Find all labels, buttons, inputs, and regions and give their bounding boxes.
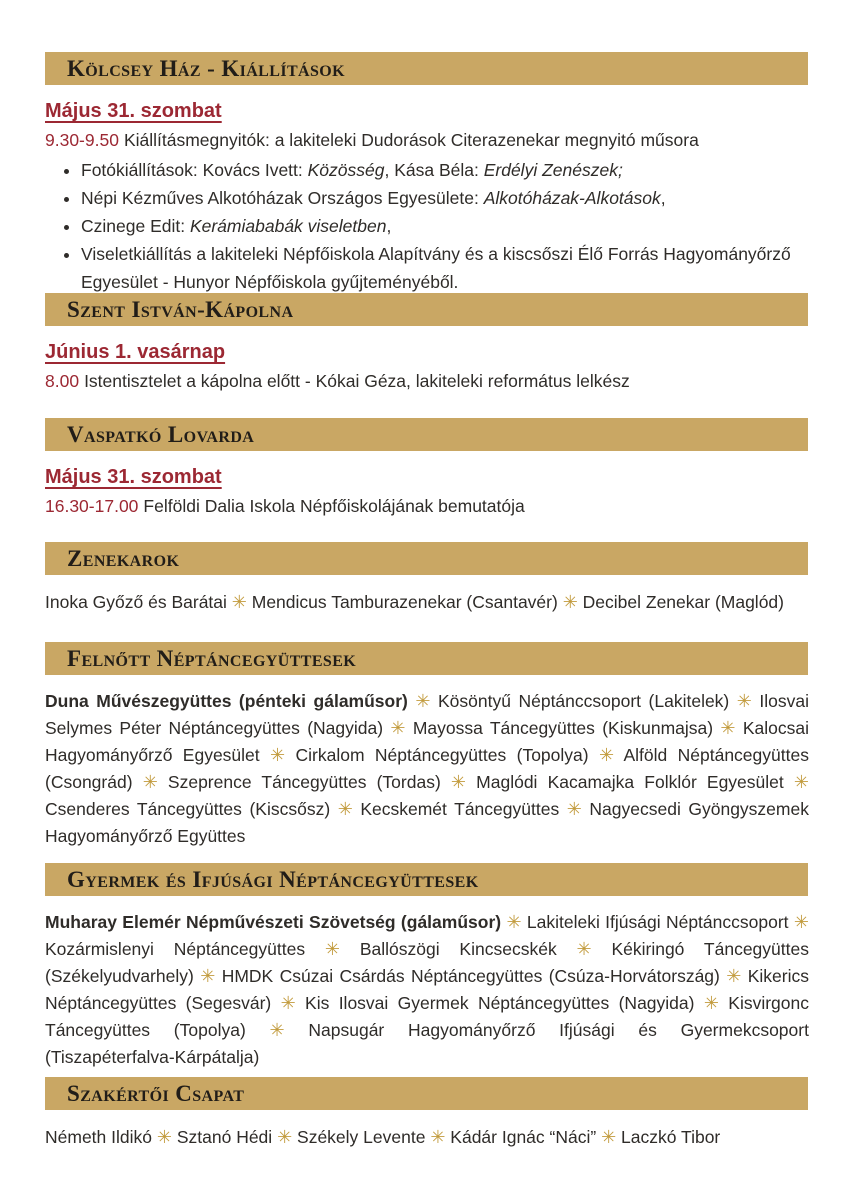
event-line: [45, 129, 809, 151]
list-item-text: Mendicus Tamburazenekar (Csantavér): [251, 592, 558, 612]
youth-ensemble-list: [45, 909, 809, 1071]
list-item-text: Kikerics Néptáncegyüttes (Segesvár): [45, 966, 810, 1013]
star-separator-icon: ✳: [231, 592, 247, 612]
text-segment: Viseletkiállítás a lakiteleki Népfőiskola Alapítvány és a kiscsőszi Élő Forrás Hagyományőrző Egyesület - Hunyor Népfőiskola gyűjteményéből.: [81, 244, 791, 292]
list-item-text: Nagyecsedi Gyöngyszemek Hagyományőrző Együttes: [45, 799, 809, 846]
text-segment: Czinege Edit:: [81, 216, 190, 236]
list-item-text: Decibel Zenekar (Maglód): [582, 592, 784, 612]
list-item-text: Muharay Elemér Népművészeti Szövetség (gálaműsor): [45, 912, 502, 932]
star-separator-icon: ✳: [142, 772, 158, 792]
section-title: Szakértői Csapat: [67, 1081, 245, 1106]
list-item-text: Szeprence Táncegyüttes (Tordas): [167, 772, 441, 792]
section-header-zenekarok: [45, 542, 808, 575]
list-item-text: Alföld Néptáncegyüttes (Csongrád): [45, 745, 809, 792]
event-line: [45, 495, 809, 517]
text-segment: , Kása Béla:: [384, 160, 484, 180]
star-separator-icon: ✳: [793, 912, 809, 932]
star-separator-icon: ✳: [601, 1127, 617, 1147]
list-item-text: HMDK Csúzai Csárdás Néptáncegyüttes (Csúza-Horvátország): [221, 966, 720, 986]
star-separator-icon: ✳: [726, 966, 742, 986]
event-time: 16.30-17.00: [45, 496, 139, 516]
list-item-text: Kisvirgonc Táncegyüttes (Topolya): [45, 993, 809, 1040]
exhibition-list: [45, 156, 809, 296]
star-separator-icon: ✳: [736, 691, 752, 711]
text-segment: Erdélyi Zenészek;: [483, 160, 623, 180]
star-separator-icon: ✳: [277, 1127, 293, 1147]
event-date: Június 1. vasárnap: [45, 341, 226, 363]
list-item-text: Ilosvai Selymes Péter Néptáncegyüttes (Nagyida): [45, 691, 809, 738]
list-item-text: Sztanó Hédi: [176, 1127, 273, 1147]
star-separator-icon: ✳: [562, 592, 578, 612]
star-separator-icon: ✳: [415, 691, 431, 711]
adult-ensemble-list: [45, 688, 809, 850]
star-separator-icon: ✳: [506, 912, 522, 932]
section-header-kolcsey-haz: [45, 52, 808, 85]
section-title: Vaspatkó Lovarda: [67, 422, 255, 447]
section-title: Szent István-Kápolna: [67, 297, 294, 322]
text-segment: Népi Kézműves Alkotóházak Országos Egyesülete:: [81, 188, 484, 208]
event-text: Istentisztelet a kápolna előtt - Kókai Géza, lakiteleki református lelkész: [84, 371, 630, 391]
text-segment: ,: [660, 188, 666, 208]
list-item-text: Kösöntyű Néptánccsoport (Lakitelek): [438, 691, 730, 711]
section-zenekarok: [45, 542, 809, 614]
event-time: 9.30-9.50: [45, 130, 119, 150]
star-separator-icon: ✳: [270, 745, 286, 765]
star-separator-icon: ✳: [450, 772, 467, 792]
event-date: Május 31. szombat: [45, 100, 222, 122]
section-header-lovarda: [45, 418, 808, 451]
star-separator-icon: ✳: [720, 718, 736, 738]
star-separator-icon: ✳: [430, 1127, 446, 1147]
event-text: Kiállításmegnyitók: a lakiteleki Dudorások Citerazenekar megnyitó műsora: [123, 130, 699, 150]
list-item-text: Ballószögi Kincsecskék: [359, 939, 557, 959]
list-item-text: Laczkó Tibor: [621, 1127, 721, 1147]
text-segment: Közösség: [307, 160, 385, 180]
list-item-text: Kozármislenyi Néptáncegyüttes: [45, 939, 306, 959]
bullet-item: [81, 212, 809, 240]
star-separator-icon: ✳: [703, 993, 719, 1013]
section-title: Felnőtt Néptáncegyüttesek: [67, 646, 357, 671]
text-segment: Kerámiababák viseletben: [189, 216, 387, 236]
list-item-text: Kecskemét Táncegyüttes: [360, 799, 560, 819]
text-segment: ,: [386, 216, 392, 236]
section-vaspatko-lovarda: [45, 418, 809, 517]
section-kolcsey-haz: [45, 52, 809, 296]
list-item-text: Napsugár Hagyományőrző Ifjúsági és Gyermekcsoport (Tiszapéterfalva-Kárpátalja): [45, 1020, 809, 1067]
list-item-text: Lakiteleki Ifjúsági Néptánccsoport: [526, 912, 789, 932]
section-header-kapolna: [45, 293, 808, 326]
star-separator-icon: ✳: [793, 772, 809, 792]
list-item-text: Mayossa Táncegyüttes (Kiskunmajsa): [412, 718, 714, 738]
section-header-szakertoi: [45, 1077, 808, 1110]
list-item-text: Kis Ilosvai Gyermek Néptáncegyüttes (Nagyida): [305, 993, 695, 1013]
list-item-text: Maglódi Kacamajka Folklór Egyesület: [476, 772, 784, 792]
section-title: Kölcsey Ház - Kiállítások: [67, 56, 345, 81]
section-title: Zenekarok: [67, 546, 180, 571]
list-item-text: Csenderes Táncegyüttes (Kiscsősz): [45, 799, 331, 819]
star-separator-icon: ✳: [390, 718, 406, 738]
expert-list: [45, 1125, 809, 1149]
bullet-item: [81, 240, 809, 296]
section-szent-istvan-kapolna: [45, 293, 809, 392]
list-item-text: Kékiringó Táncegyüttes (Székelyudvarhely): [45, 939, 809, 986]
section-gyermek-ifjusagi-neptancegyuttesek: [45, 863, 809, 1071]
section-title: Gyermek és Ifjúsági Néptáncegyüttesek: [67, 867, 479, 892]
list-item-text: Kádár Ignác “Náci”: [450, 1127, 597, 1147]
star-separator-icon: ✳: [269, 1020, 285, 1040]
list-item-text: Duna Művészegyüttes (pénteki gálaműsor): [45, 691, 408, 711]
section-szakertoi-csapat: [45, 1077, 809, 1149]
star-separator-icon: ✳: [156, 1127, 172, 1147]
band-list: [45, 590, 809, 614]
event-line: [45, 370, 809, 392]
event-time: 8.00: [45, 371, 80, 391]
list-item-text: Cirkalom Néptáncegyüttes (Topolya): [295, 745, 589, 765]
bullet-item: [81, 156, 809, 184]
list-item-text: Kalocsai Hagyományőrző Egyesület: [45, 718, 809, 765]
star-separator-icon: ✳: [280, 993, 296, 1013]
event-text: Felföldi Dalia Iskola Népfőiskolájának bemutatója: [143, 496, 525, 516]
section-felnott-neptancegyuttesek: [45, 642, 809, 850]
star-separator-icon: ✳: [576, 939, 592, 959]
star-separator-icon: ✳: [324, 939, 341, 959]
list-item-text: Inoka Győző és Barátai: [45, 592, 227, 612]
text-segment: Fotókiállítások: Kovács Ivett:: [81, 160, 308, 180]
list-item-text: Székely Levente: [297, 1127, 426, 1147]
text-segment: Alkotóházak-Alkotások: [483, 188, 661, 208]
section-header-gyermek: [45, 863, 808, 896]
star-separator-icon: ✳: [200, 966, 216, 986]
star-separator-icon: ✳: [598, 745, 615, 765]
list-item-text: Németh Ildikó: [45, 1127, 152, 1147]
event-date: Május 31. szombat: [45, 466, 222, 488]
bullet-item: [81, 184, 809, 212]
star-separator-icon: ✳: [337, 799, 353, 819]
section-header-felnott: [45, 642, 808, 675]
star-separator-icon: ✳: [566, 799, 582, 819]
